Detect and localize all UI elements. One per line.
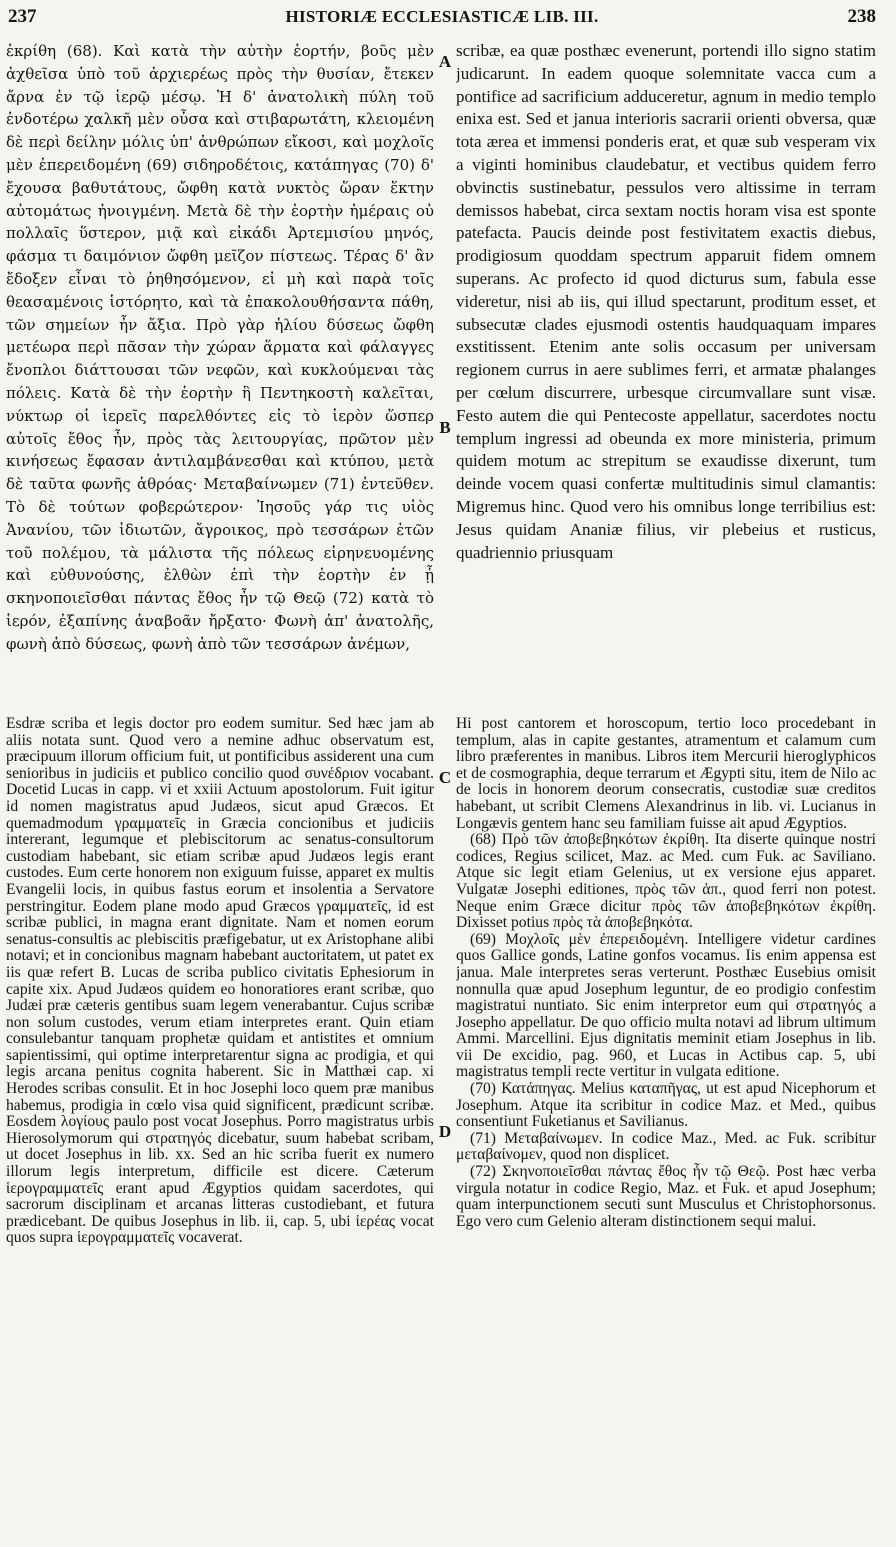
margin-marker-c: C xyxy=(438,768,452,787)
page-number-left: 237 xyxy=(8,6,37,27)
greek-text: ἐκρίθη (68). Καὶ κατὰ τὴν αὐτὴν ἑορτήν, βοῦς μὲν ἀχθεῖσα ὑπὸ τοῦ ἀρχιερέως πρὸς τὴν θυσίαν, ἔτεκεν ἄρνα ἐν τῷ ἱερῷ μέσῳ. Ἡ δ' ἀνατολικὴ πύλη τοῦ ἐνδοτέρω χαλκῆ μὲν οὖσα καὶ στιβαρωτάτη, κλειομένη δὲ περὶ δείλην μόλις ὑπ' ἀνθρώπων εἴκοσι, καὶ μοχλοῖς μὲν ἐπερειδομένη (69) σιδηροδέτοις, κατάπηγας (70) δ' ἔχουσα βαθυτάτους, ὤφθη κατὰ νυκτὸς ὥραν ἕκτην αὐτομάτως ἠνοιγμένη. Μετὰ δὲ τὴν ἑορτὴν ἡμέραις οὐ πολλαῖς ὕστερον, μιᾷ καὶ εἰκάδι Ἀρτεμισίου μηνός, φάσμα τι δαιμόνιον ὤφθη μεῖζον πίστεως. Τέρας δ' ἂν ἔδοξεν εἶναι τὸ ῥηθησόμενον, εἰ μὴ καὶ παρὰ τοῖς θεασαμένοις ἱστόρητο, καὶ τὰ ἐπακολουθήσαντα πάθη, τῶν σημείων ἦν ἄξια. Πρὸ γὰρ ἡλίου δύσεως ὤφθη μετέωρα περὶ πᾶσαν τὴν χώραν ἅρματα καὶ φάλαγγες ἔνοπλοι διάττουσαι τῶν νεφῶν, καὶ κυκλούμεναι τὰς πόλεις. Κατὰ δὲ τὴν ἑορτὴν ἣ Πεντηκοστὴ καλεῖται, νύκτωρ οἱ ἱερεῖς παρελθόντες εἰς τὸ ἱερὸν ὥσπερ αὐτοῖς ἔθος ἦν, πρὸς τὰς λειτουργίας, πρῶτον μὲν κινήσεως ἔφασαν ἀντιλαμβάνεσθαι καὶ κτύπου, μετὰ δὲ ταῦτα φωνῆς ἀθρόας· Μεταβαίνωμεν (71) ἐντεῦθεν. Τὸ δὲ τούτων φοβερώτερον· Ἰησοῦς γάρ τις υἱὸς Ἀνανίου, τῶν ἰδιωτῶν, ἄγροικος, πρὸ τεσσάρων ἐτῶν τοῦ πολέμου, τὰ μάλιστα τῆς πόλεως εἰρηνευομένης καὶ εὐθυνούσης, ἐλθὼν ἐπὶ τὴν ἑορτὴν ἐν ᾗ σκηνοποιεῖσθαι πάντας ἔθος ἦν τῷ Θεῷ (72) κατὰ τὸ ἱερόν, ἐξαπίνης ἀναβοᾶν ἤρξατο· Φωνὴ ἀπ' ἀνατολῆς, φωνὴ ἀπὸ δύσεως, φωνὴ ἀπὸ τῶν τεσσάρων ἀνέμων, xyxy=(6,42,434,653)
note-71: (71) Μεταβαίνωμεν. In codice Maz., Med. ac Fuk. scribitur μεταβαίνομεν, quod non displicet. xyxy=(456,1129,876,1164)
note-paragraph: Hi post cantorem et horoscopum, tertio loco procedebant in templum, alas in capite gestantes, atramentum et calamum cum libro præferentes in manibus. Libros item Mercurii hieroglyphicos et de cosmographia, deque terrarum et Ægypti situ, item de Nilo ac de locis in honorem deorum consecratis, custodiæ suæ creditos habebant, ut scribit Clemens Alexandrinus in lib. vi. Lucianus in Longævis gentem hanc seu familiam fuisse ait apud Ægyptios. xyxy=(456,716,876,832)
note-72: (72) Σκηνοποιεῖσθαι πάντας ἔθος ἦν τῷ Θεῷ. Post hæc verba virgula notatur in codice Regio, Maz. et Fuk. et apud Josephum; quam interpunctionem secuti sunt Musculus et Christophorsonus. Ego vero cum Gelenio alteram distinctionem sequi malui. xyxy=(456,1163,876,1230)
running-header xyxy=(8,6,876,32)
margin-marker-b: B xyxy=(439,418,451,437)
margin-marker-a: A xyxy=(438,52,452,71)
note-69: (69) Μοχλοῖς μὲν ἐπερειδομένη. Intelligere videtur cardines quos Gallice gonds, Latine gonfos vocamus. Iis enim appensa est janua. Male interpretes seras verterunt. Posthæc Eusebius omisit nonnulla quæ apud Josephum leguntur, de eo prodigio confestim magistratui nuntiato. Sic enim interpretor eum qui στρατηγός a Josepho appellatur. De quo officio multa notavi ad librum ultimum Ammi. Marcellini. Ejus dignitatis meminit etiam Josephus in lib. vii De excidio, pag. 960, et Lucas in Actibus cap. 5, ubi magistratus templi recte vertitur in vulgata editione. xyxy=(456,930,876,1081)
greek-column xyxy=(6,40,434,700)
note-68: (68) Πρὸ τῶν ἀποβεβηκότων ἐκρίθη. Ita diserte quinque nostri codices, Regius scilicet, Maz. ac Med. cum Fuk. ac Saviliano. Atque sic legit etiam Gelenius, ut ex versione ejus apparet. Vulgatæ Josephi editiones, πρὸς τῶν ἀπ., quod ferri non potest. Neque enim Græce dicitur πρὸς τῶν ἀποβεβηκότων ἐκρίθη. Dixisset potius πρὸς τὰ ἀποβεβηκότα. xyxy=(456,831,876,932)
latin-column xyxy=(456,40,876,700)
note-paragraph: Esdræ scriba et legis doctor pro eodem sumitur. Sed hæc jam ab aliis notata sunt. Quod vero a nemine adhuc observatum est, præcipuum illorum officium fuit, ut pontificibus assiderent una cum senioribus in judiciis et publico concilio quod συνέδριον vocabant. Docetid Lucas in capp. vi et xxiii Actuum apostolorum. Fuit igitur id nomen magistratus apud Judæos, sicut apud Græcos. Et quemadmodum γραμματεῖς in Græcia concionibus et judiciis intererant, legumque et plebiscitorum ac senatus-consultorum custodiam habebant, sic etiam scribæ apud Judæos legis erant custodes. Eum certe honorem non exiguum fuisse, apparet ex multis Evangelii locis, in quibus fastus eorum et insolentia a Servatore perstringitur. Eodem plane modo apud Græcos γραμματεῖς, id est scribæ publici, in magna erant dignitate. Nam et nomen eorum senatus-consultis ac plebiscitis præfigebatur, ut ex Aristophane alibi notavi; et in concionibus magnam habebant auctoritatem, ut patet ex iis quæ refert B. Lucas de scriba publico civitatis Ephesiorum in capite xix. Apud Judæos quidem eo honoratiores erant scribæ, quo Judæi præ cæteris gentibus suam legem venerabantur. Cujus scribæ non solum custodes, verum etiam interpretes erant. Quin etiam consulebantur tanquam prophetæ quidam et antistites et omnium sapientissimi, qui optime interpretarentur signa ac prodigia, et qui legis arcana penitus cognita haberent. Sic in Matthæi cap. xi Herodes scribas consulit. Et in hoc Josephi loco quem præ manibus habemus, prodigia in cœlo visa quid significent, prædicunt scribæ. Eosdem λογίους paulo post vocat Josephus. Porro magistratus urbis Hierosolymorum qui στρατηγός dicebatur, suum habebat scribam, ut docet Josephus in lib. xx. Sed an hic scriba fuerit ex numero illorum legis interpretum, difficile est dicere. Cæterum ἱερογραμματεῖς erant apud Ægyptios quidam sacerdotes, qui sacrorum disciplinam et arcanas litteras custodiebant, et futura prædicebant. De quibus Josephus in lib. ii, cap. 5, ubi ἱερέας vocat quos supra ἱερογραμματεῖς vocaverat. xyxy=(6,716,434,1247)
note-70: (70) Κατάπηγας. Melius καταπῆγας, ut est apud Nicephorum et Josephum. Atque ita scribitur in codice Maz. et Med., quibus consentiunt Fuketianus et Savilianus. xyxy=(456,1080,876,1131)
page-number-right: 238 xyxy=(847,6,876,27)
notes-right-column xyxy=(456,716,876,1541)
notes-left-column xyxy=(6,716,434,1541)
latin-text: scribæ, ea quæ posthæc evenerunt, portendi illo signo statim judicarunt. In eadem quoque solemnitate vacca cum a pontifice ad sacrificium adduceretur, agnum in medio templo enixa est. Sed et janua interioris sacrarii orienti obversa, quæ tota ærea et immensi ponderis erat, et quæ sub vesperam vix a viginti hominibus claudebatur, et vectibus quidem ferro obvinctis sustinebatur, pessulos vero altissime in terram demissos habebat, circa sextam noctis horam visa est sponte patefacta. Paucis deinde post festivitatem exactis diebus, prodigiosum quoddam spectrum apparuit fidem omnem superans. Ac profecto id quod dicturus sum, fabula esse videretur, nisi ab iis, qui illud spectarunt, proditum esset, et subsecutæ clades ejusmodi ostentis haudquaquam impares exstitissent. Etenim ante solis occasum per universam regionem currus in aere sublimes ferri, et armatæ phalanges per cœlum discurrere, urbesque circumvallare sunt visæ. Festo autem die qui Pentecoste appellatur, sacerdotes noctu templum ingressi ad obeunda ex more ministeria, primum quidem motum ac strepitum se exaudisse dixerunt, tum deinde vocem quasi confertæ multitudinis simul clamantis: Migremus hinc. Quod vero his omnibus longe terribilius est: Jesus quidam Ananiæ filius, vir plebeius et rusticus, quadriennio priusquam xyxy=(456,41,876,562)
running-title: HISTORIÆ ECCLESIASTICÆ LIB. III. xyxy=(285,7,599,26)
margin-marker-d: D xyxy=(438,1122,452,1141)
